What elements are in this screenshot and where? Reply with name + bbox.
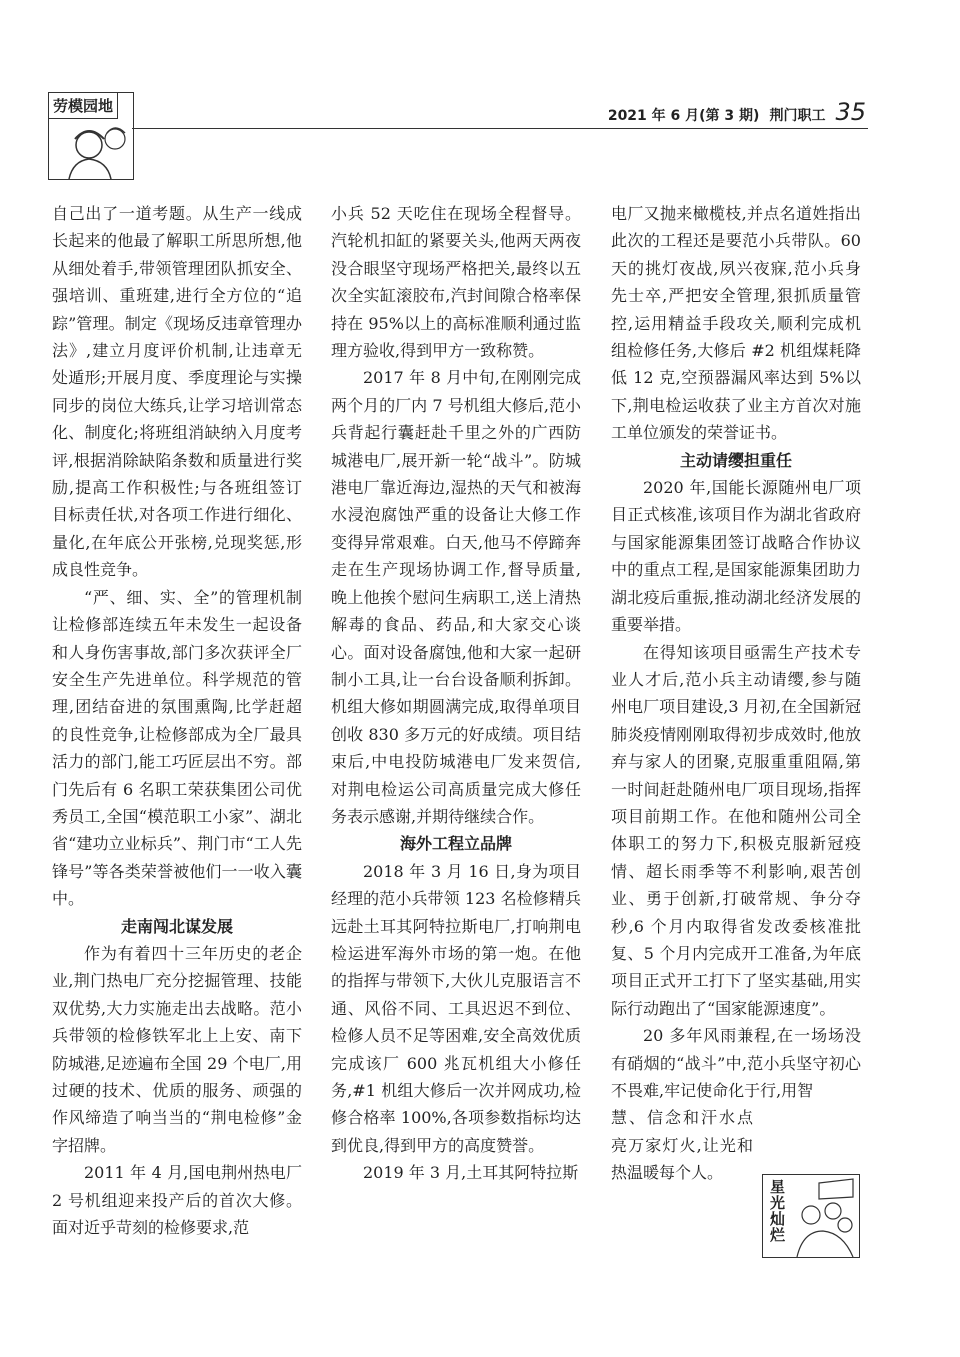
paragraph: 小兵 52 天吃住在现场全程督导。汽轮机扣缸的紧要关头,他两天两夜没合眼坚守现场严格把关,最终以五次全实缸滚胶布,汽封间隙合格率保持在 95%以上的高标准顺利通过监理方验收,得到甲方一致称赞。: [331, 204, 581, 361]
paragraph: 自己出了一道考题。从生产一线成长起来的他最了解职工所思所想,他从细处着手,带领管理团队抓安全、强培训、重班建,进行全方位的“追踪”管理。制定《现场反违章管理办法》,建立月度评价机制,让违章无处遁形;开展月度、季度理论与实操同步的岗位大练兵,让学习培训常态化、制度化;将班组消缺纳入月度考评,根据消除缺陷条数和质量进行奖励,提高工作积极性;与各班组签订目标责任状,对各项工作进行细化、量化,在年底公开张榜,兑现奖惩,形成良性竞争。: [52, 204, 302, 580]
paragraph: 慧、信念和汗水点亮万家灯火,让光和热温暖每个人。: [611, 1108, 753, 1183]
paragraph: 20 多年风雨兼程,在一场场没有硝烟的“战斗”中,范小兵坚守初心不畏难,牢记使命化于行,用智: [611, 1026, 861, 1100]
page-number: 35: [835, 98, 866, 126]
header-rule: [132, 128, 868, 129]
section-heading: 走南闯北谋发展: [120, 916, 233, 936]
paragraph: 在得知该项目亟需生产技术专业人才后,范小兵主动请缨,参与随州电厂项目建设,3 月初,在全国新冠肺炎疫情刚刚取得初步成效时,他放弃与家人的团聚,克服重重阻隔,第一时间赶赴随州电厂项目现场,指挥项目前期工作。在他和随州公司全体职工的努力下,积极克服新冠疫情、超长雨季等不利影响,艰苦创业、勇于创新,打破常规、争分夺秒,6 个月内取得省发改委核准批复、5 个月内完成开工准备,为年底项目正式开工打下了坚实基础,用实际行动跑出了“国家能源速度”。: [611, 642, 861, 1018]
paragraph: 2017 年 8 月中旬,在刚刚完成两个月的厂内 7 号机组大修后,范小兵背起行囊赶赴千里之外的广西防城港电厂,展开新一轮“战斗”。防城港电厂靠近海边,湿热的天气和被海水浸泡腐蚀严重的设备让大修工作变得异常艰难。白天,他马不停蹄奔走在生产现场协调工作,督导质量,晚上他挨个慰问生病职工,送上清热解毒的食品、药品,和大家交心谈心。面对设备腐蚀,他和大家一起研制小工具,让一台台设备顺利拆卸。机组大修如期圆满完成,取得单项目创收 830 多万元的好成绩。项目结束后,中电投防城港电厂发来贺信,对荆电检运公司高质量完成大修任务表示感谢,并期待继续合作。: [331, 368, 581, 826]
end-mark-image: [762, 1174, 860, 1258]
paragraph: 电厂又抛来橄榄枝,并点名道姓指出此次的工程还是要范小兵带队。60 天的挑灯夜战,夙兴夜寐,范小兵身先士卒,严把安全管理,狠抓质量管控,运用精益手段攻关,顺利完成机组检修任务,大修后 #2 机组煤耗降低 12 克,空预器漏风率达到 5%以下,荆电检运收获了业主方首次对施工单位颁发的荣誉证书。: [611, 204, 861, 443]
paragraph: 作为有着四十三年历史的老企业,荆门热电厂充分挖掘管理、技能双优势,大力实施走出去战略。范小兵带领的检修铁军北上上安、南下防城港,足迹遍布全国 29 个电厂,用过硬的技术、优质的服务、顽强的作风缔造了响当当的“荆电检修”金字招牌。: [52, 943, 302, 1155]
section-heading: 主动请缨担重任: [679, 450, 792, 470]
paragraph: 2011 年 4 月,国电荆州热电厂 2 号机组迎来投产后的首次大修。面对近乎苛刻的检修要求,范: [52, 1163, 302, 1238]
article-column-2: [331, 200, 581, 1187]
paragraph: 2019 年 3 月,土耳其阿特拉斯: [363, 1163, 579, 1183]
paragraph: 2018 年 3 月 16 日,身为项目经理的范小兵带领 123 名检修精兵远赴土耳其阿特拉斯电厂,打响荆电检运进军海外市场的第一炮。在他的指挥与带领下,大伙儿克服语言不通、风俗不同、工具迟迟不到位、检修人员不足等困难,安全高效优质完成该厂 600 兆瓦机组大小修任务,#1 机组大修后一次并网成功,检修合格率 100%,各项参数指标均达到优良,得到甲方的高度赞誉。: [331, 861, 581, 1155]
issue-date: 2021 年 6 月(第 3 期): [607, 108, 760, 124]
article-column-1: [52, 200, 302, 1241]
section-logo: [48, 92, 134, 180]
running-header: [608, 98, 866, 126]
magazine-name: 荆门职工: [769, 108, 826, 124]
article-column-3: [611, 200, 861, 1187]
end-mark-label: 星光灿烂: [768, 1179, 786, 1243]
paragraph: “严、细、实、全”的管理机制让检修部连续五年未发生一起设备和人身伤害事故,部门多次获评全厂安全生产先进单位。科学规范的管理,团结奋进的氛围熏陶,比学赶超的良性竞争,让检修部成为全厂最具活力的部门,能工巧匠层出不穷。部门先后有 6 名职工荣获集团公司优秀员工,全国“模范职工小家”、湖北省“建功立业标兵”、荆门市“工人先锋号”等各类荣誉被他们一一收入囊中。: [52, 587, 302, 909]
section-title: 劳模园地: [49, 93, 118, 119]
paragraph: 2020 年,国能长源随州电厂项目正式核准,该项目作为湖北省政府与国家能源集团签订战略合作协议中的重点工程,是国家能源集团助力湖北疫后重振,推动湖北经济发展的重要举措。: [611, 478, 861, 635]
section-heading: 海外工程立品牌: [399, 834, 512, 854]
